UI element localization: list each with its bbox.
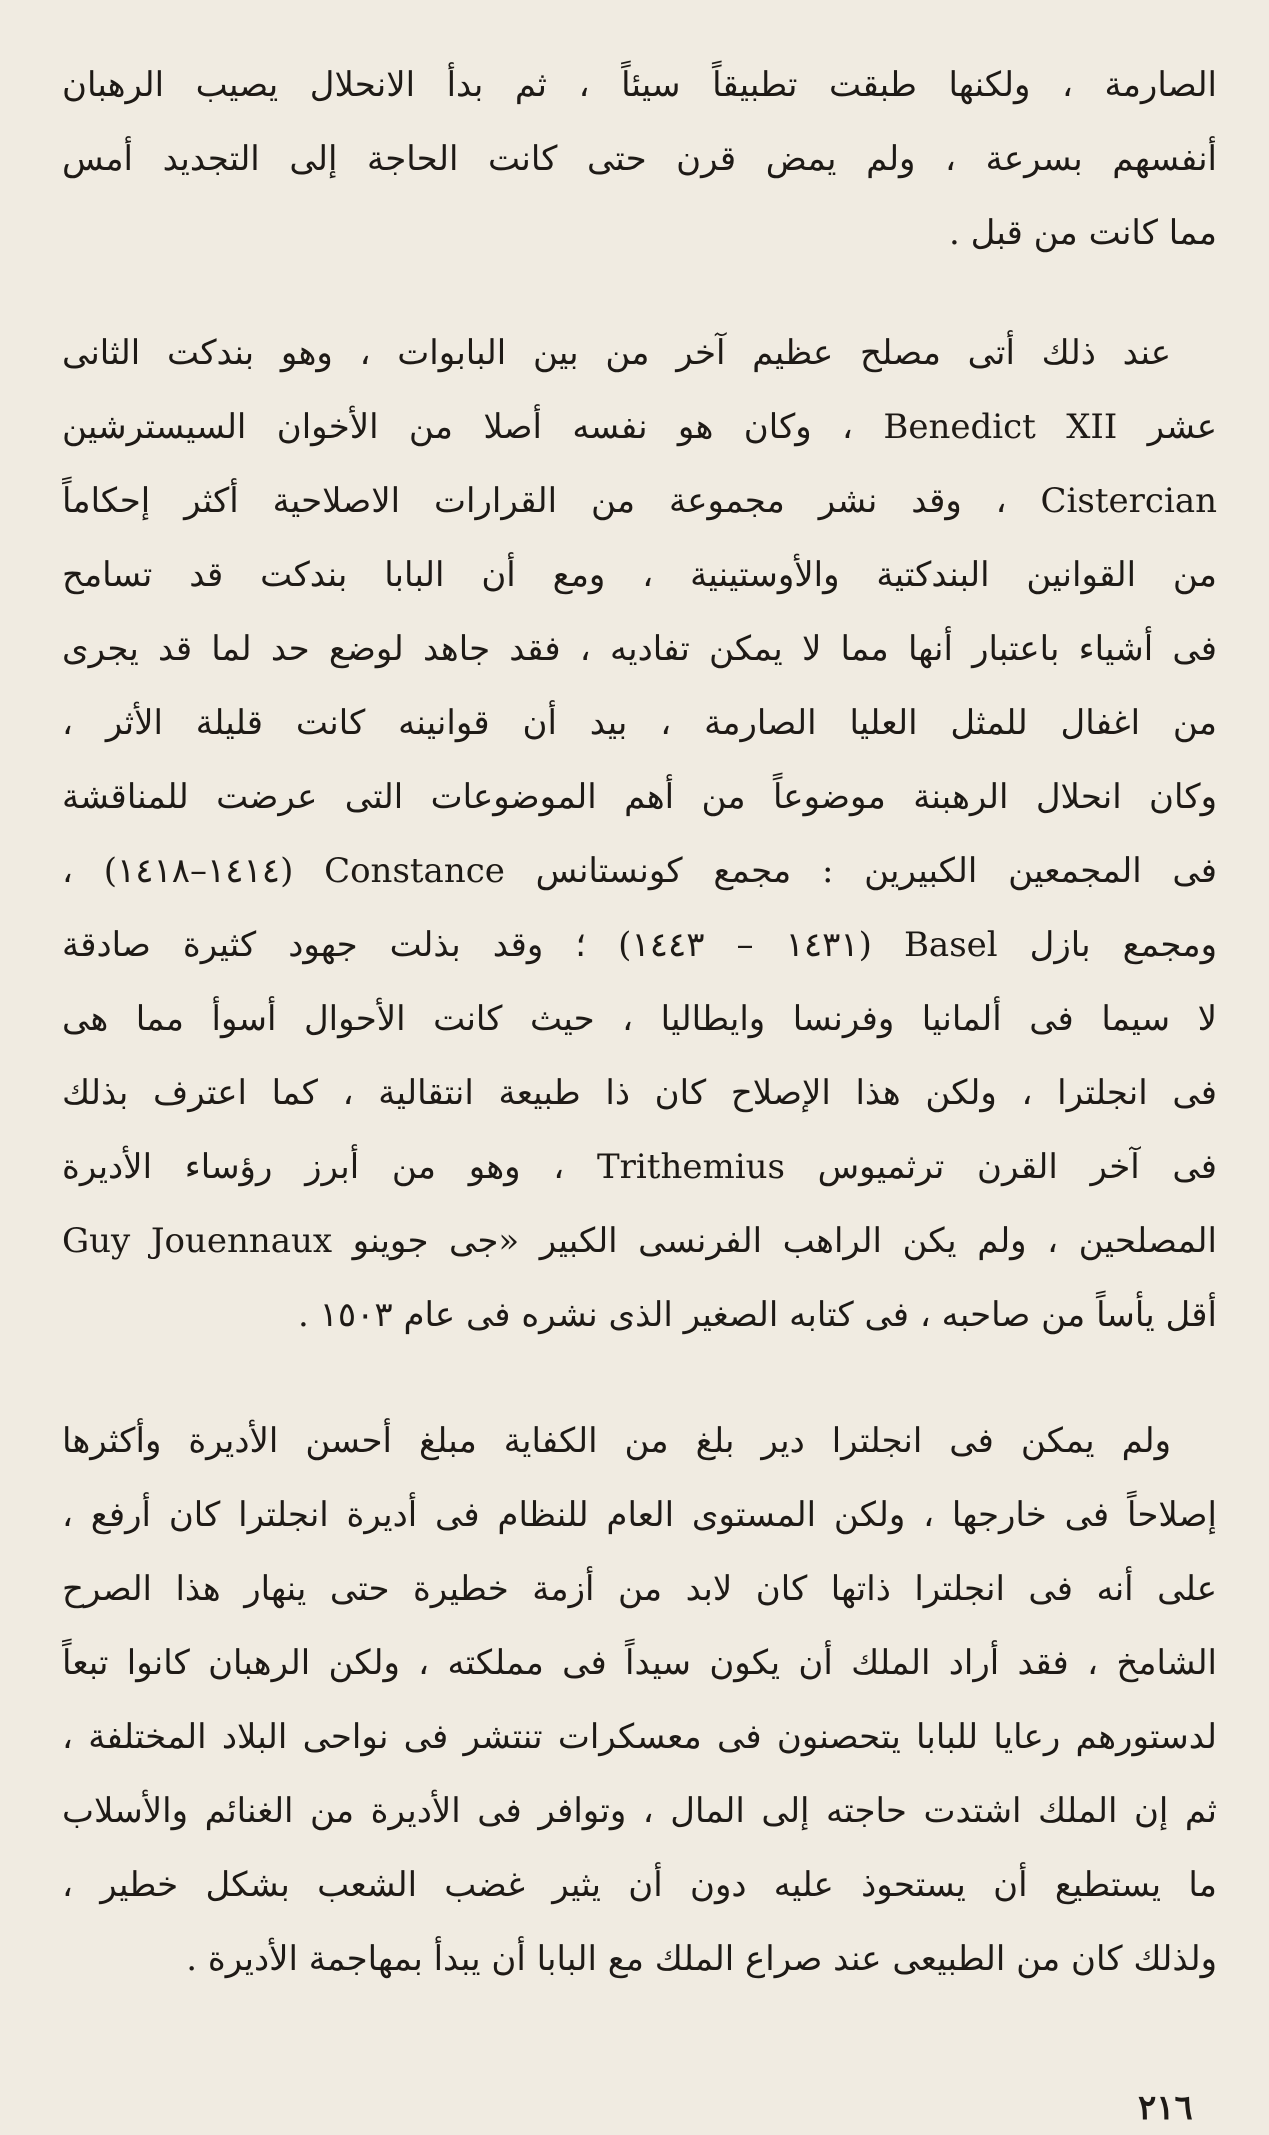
text-line: الشامخ ، فقد أراد الملك أن يكون سيداً فى مملكته ، ولكن الرهبان كانوا تبعاً — [62, 1643, 1217, 1683]
text-line: عشر Benedict XII ، وكان هو نفسه أصلا من الأخوان السيسترشين — [62, 407, 1217, 447]
paragraph-2 — [62, 316, 1217, 1352]
text-line: ولم يمكن فى انجلترا دير بلغ من الكفاية مبلغ أحسن الأديرة وأكثرها — [62, 1421, 1171, 1461]
text-line: لدستورهم رعايا للبابا يتحصنون فى معسكرات تنتشر فى نواحى البلاد المختلفة ، — [62, 1717, 1217, 1757]
text-line: وكان انحلال الرهبنة موضوعاً من أهم الموضوعات التى عرضت للمناقشة — [62, 777, 1217, 817]
text-line: فى انجلترا ، ولكن هذا الإصلاح كان ذا طبيعة انتقالية ، كما اعترف بذلك — [62, 1073, 1217, 1113]
text-line: إصلاحاً فى خارجها ، ولكن المستوى العام للنظام فى أديرة انجلترا كان أرفع ، — [62, 1495, 1217, 1535]
text-line: فى المجمعين الكبيرين : مجمع كونستانس Constance (١٤١٤–١٤١٨) ، — [62, 851, 1217, 891]
text-line: على أنه فى انجلترا ذاتها كان لابد من أزمة خطيرة حتى ينهار هذا الصرح — [62, 1569, 1217, 1609]
text-line: عند ذلك أتى مصلح عظيم آخر من بين البابوات ، وهو بندكت الثانى — [62, 333, 1171, 373]
text-line: أنفسهم بسرعة ، ولم يمض قرن حتى كانت الحاجة إلى التجديد أمس — [62, 139, 1217, 179]
text-line: مما كانت من قبل . — [948, 213, 1217, 253]
text-line: ثم إن الملك اشتدت حاجته إلى المال ، وتوافر فى الأديرة من الغنائم والأسلاب — [62, 1791, 1217, 1831]
text-line: فى آخر القرن ترثميوس Trithemius ، وهو من أبرز رؤساء الأديرة — [62, 1147, 1217, 1187]
paragraph-3 — [62, 1404, 1217, 1996]
text-line: فى أشياء باعتبار أنها مما لا يمكن تفاديه ، فقد جاهد لوضع حد لما قد يجرى — [62, 629, 1217, 669]
text-line: Cistercian ، وقد نشر مجموعة من القرارات الاصلاحية أكثر إحكاماً — [62, 481, 1217, 521]
page-number: ٢١٦ — [1138, 2088, 1193, 2128]
text-line: أقل يأساً من صاحبه ، فى كتابه الصغير الذى نشره فى عام ١٥٠٣ . — [297, 1295, 1217, 1335]
text-line: المصلحين ، ولم يكن الراهب الفرنسى الكبير «جى جوينو Guy Jouennaux — [62, 1221, 1217, 1261]
text-line: ومجمع بازل Basel (١٤٣١ – ١٤٤٣) ؛ وقد بذلت جهود كثيرة صادقة — [62, 925, 1217, 965]
text-line: من القوانين البندكتية والأوستينية ، ومع أن البابا بندكت قد تسامح — [62, 555, 1217, 595]
text-line: الصارمة ، ولكنها طبقت تطبيقاً سيئاً ، ثم بدأ الانحلال يصيب الرهبان — [62, 65, 1217, 105]
text-line: لا سيما فى ألمانيا وفرنسا وايطاليا ، حيث كانت الأحوال أسوأ مما هى — [62, 999, 1217, 1039]
paragraph-1 — [62, 48, 1217, 270]
text-line: من اغفال للمثل العليا الصارمة ، بيد أن قوانينه كانت قليلة الأثر ، — [62, 703, 1217, 743]
text-line: ولذلك كان من الطبيعى عند صراع الملك مع البابا أن يبدأ بمهاجمة الأديرة . — [186, 1939, 1217, 1979]
text-line: ما يستطيع أن يستحوذ عليه دون أن يثير غضب الشعب بشكل خطير ، — [62, 1865, 1217, 1905]
